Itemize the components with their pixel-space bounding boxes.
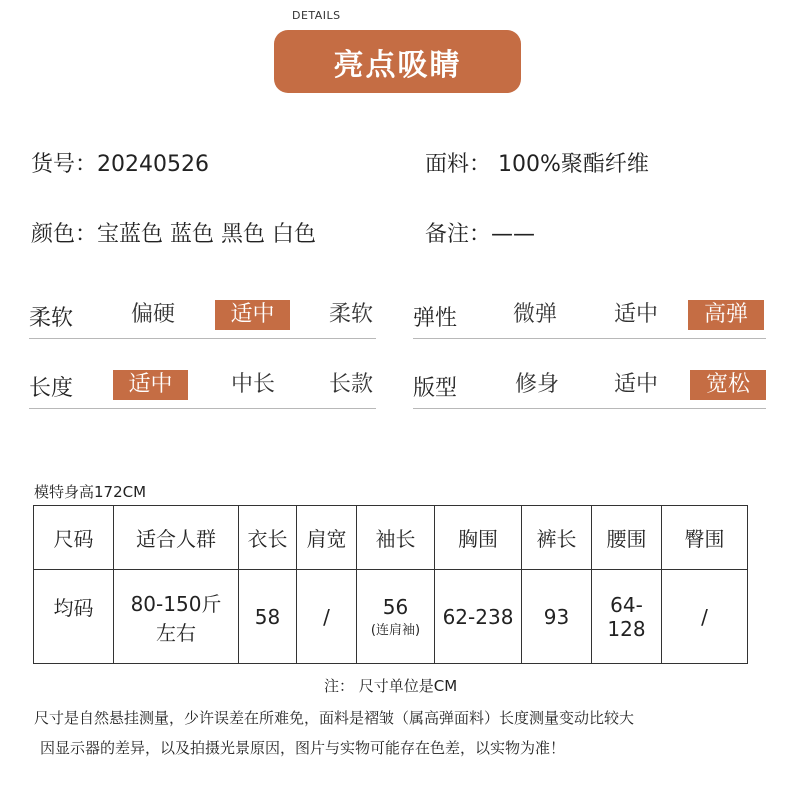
fit-option-slim: 修身 — [514, 372, 559, 397]
size-table-row — [34, 570, 748, 664]
cell-waist: 64-128 — [592, 570, 662, 664]
attr-length-label: 长度 — [29, 376, 74, 401]
length-option-medium: 适中 — [113, 370, 188, 400]
header-hip: 臀围 — [662, 506, 748, 570]
color-info: 颜色：宝蓝色 蓝色 黑色 白色 — [31, 222, 316, 247]
header-waist: 腰围 — [592, 506, 662, 570]
disclaimer-line-1: 尺寸是自然悬挂测量，少许误差在所难免，面料是褶皱（属高弹面料）长度测量变动比较大 — [34, 709, 635, 727]
divider — [29, 408, 376, 409]
sleeve-note: (连肩袖) — [370, 623, 421, 638]
highlight-banner: 亮点吸睛 — [274, 30, 521, 93]
fabric-info: 面料： 100%聚酯纤维 — [425, 152, 649, 177]
divider — [29, 338, 376, 339]
length-option-mid-long: 中长 — [230, 372, 275, 397]
cell-hip: / — [662, 570, 748, 664]
elasticity-option-slight: 微弹 — [512, 302, 557, 327]
softness-option-soft: 柔软 — [328, 302, 373, 327]
item-number: 货号：20240526 — [31, 152, 209, 177]
cell-shoulder: / — [297, 570, 357, 664]
disclaimer-line-2: 因显示器的差异，以及拍摄光景原因，图片与实物可能存在色差，以实物为准！ — [40, 739, 566, 757]
header-size: 尺码 — [34, 506, 114, 570]
unit-note: 注： 尺寸单位是CM — [324, 677, 458, 695]
details-caption: DETAILS — [292, 9, 341, 22]
header-chest: 胸围 — [435, 506, 522, 570]
size-table — [33, 505, 748, 664]
divider — [413, 408, 766, 409]
divider — [413, 338, 766, 339]
elasticity-option-high: 高弹 — [688, 300, 764, 330]
sleeve-value: 56 — [382, 595, 409, 619]
header-length: 衣长 — [239, 506, 297, 570]
header-shoulder: 肩宽 — [297, 506, 357, 570]
cell-fit-group — [114, 570, 239, 664]
fit-line-2: 左右 — [156, 620, 196, 645]
cell-size — [34, 570, 114, 664]
cell-length: 58 — [239, 570, 297, 664]
model-height: 模特身高172CM — [34, 483, 147, 501]
header-sleeve: 袖长 — [357, 506, 435, 570]
fit-option-loose: 宽松 — [690, 370, 766, 400]
cell-sleeve — [357, 570, 435, 664]
attr-fit-label: 版型 — [413, 376, 458, 401]
fit-option-medium: 适中 — [613, 372, 658, 397]
softness-option-medium: 适中 — [215, 300, 290, 330]
softness-option-hard: 偏硬 — [130, 302, 175, 327]
cell-chest: 62-238 — [435, 570, 522, 664]
size-value: 均码 — [53, 596, 94, 620]
cell-pants-length: 93 — [522, 570, 592, 664]
header-fit-group: 适合人群 — [114, 506, 239, 570]
fit-line-1: 80-150斤 — [130, 591, 222, 616]
size-table-header-row — [34, 506, 748, 570]
attr-softness-label: 柔软 — [29, 306, 74, 331]
header-pants-length: 裤长 — [522, 506, 592, 570]
remark-info: 备注：—— — [425, 222, 536, 247]
elasticity-option-medium: 适中 — [613, 302, 658, 327]
attr-elasticity-label: 弹性 — [413, 306, 458, 331]
length-option-long: 长款 — [328, 372, 373, 397]
